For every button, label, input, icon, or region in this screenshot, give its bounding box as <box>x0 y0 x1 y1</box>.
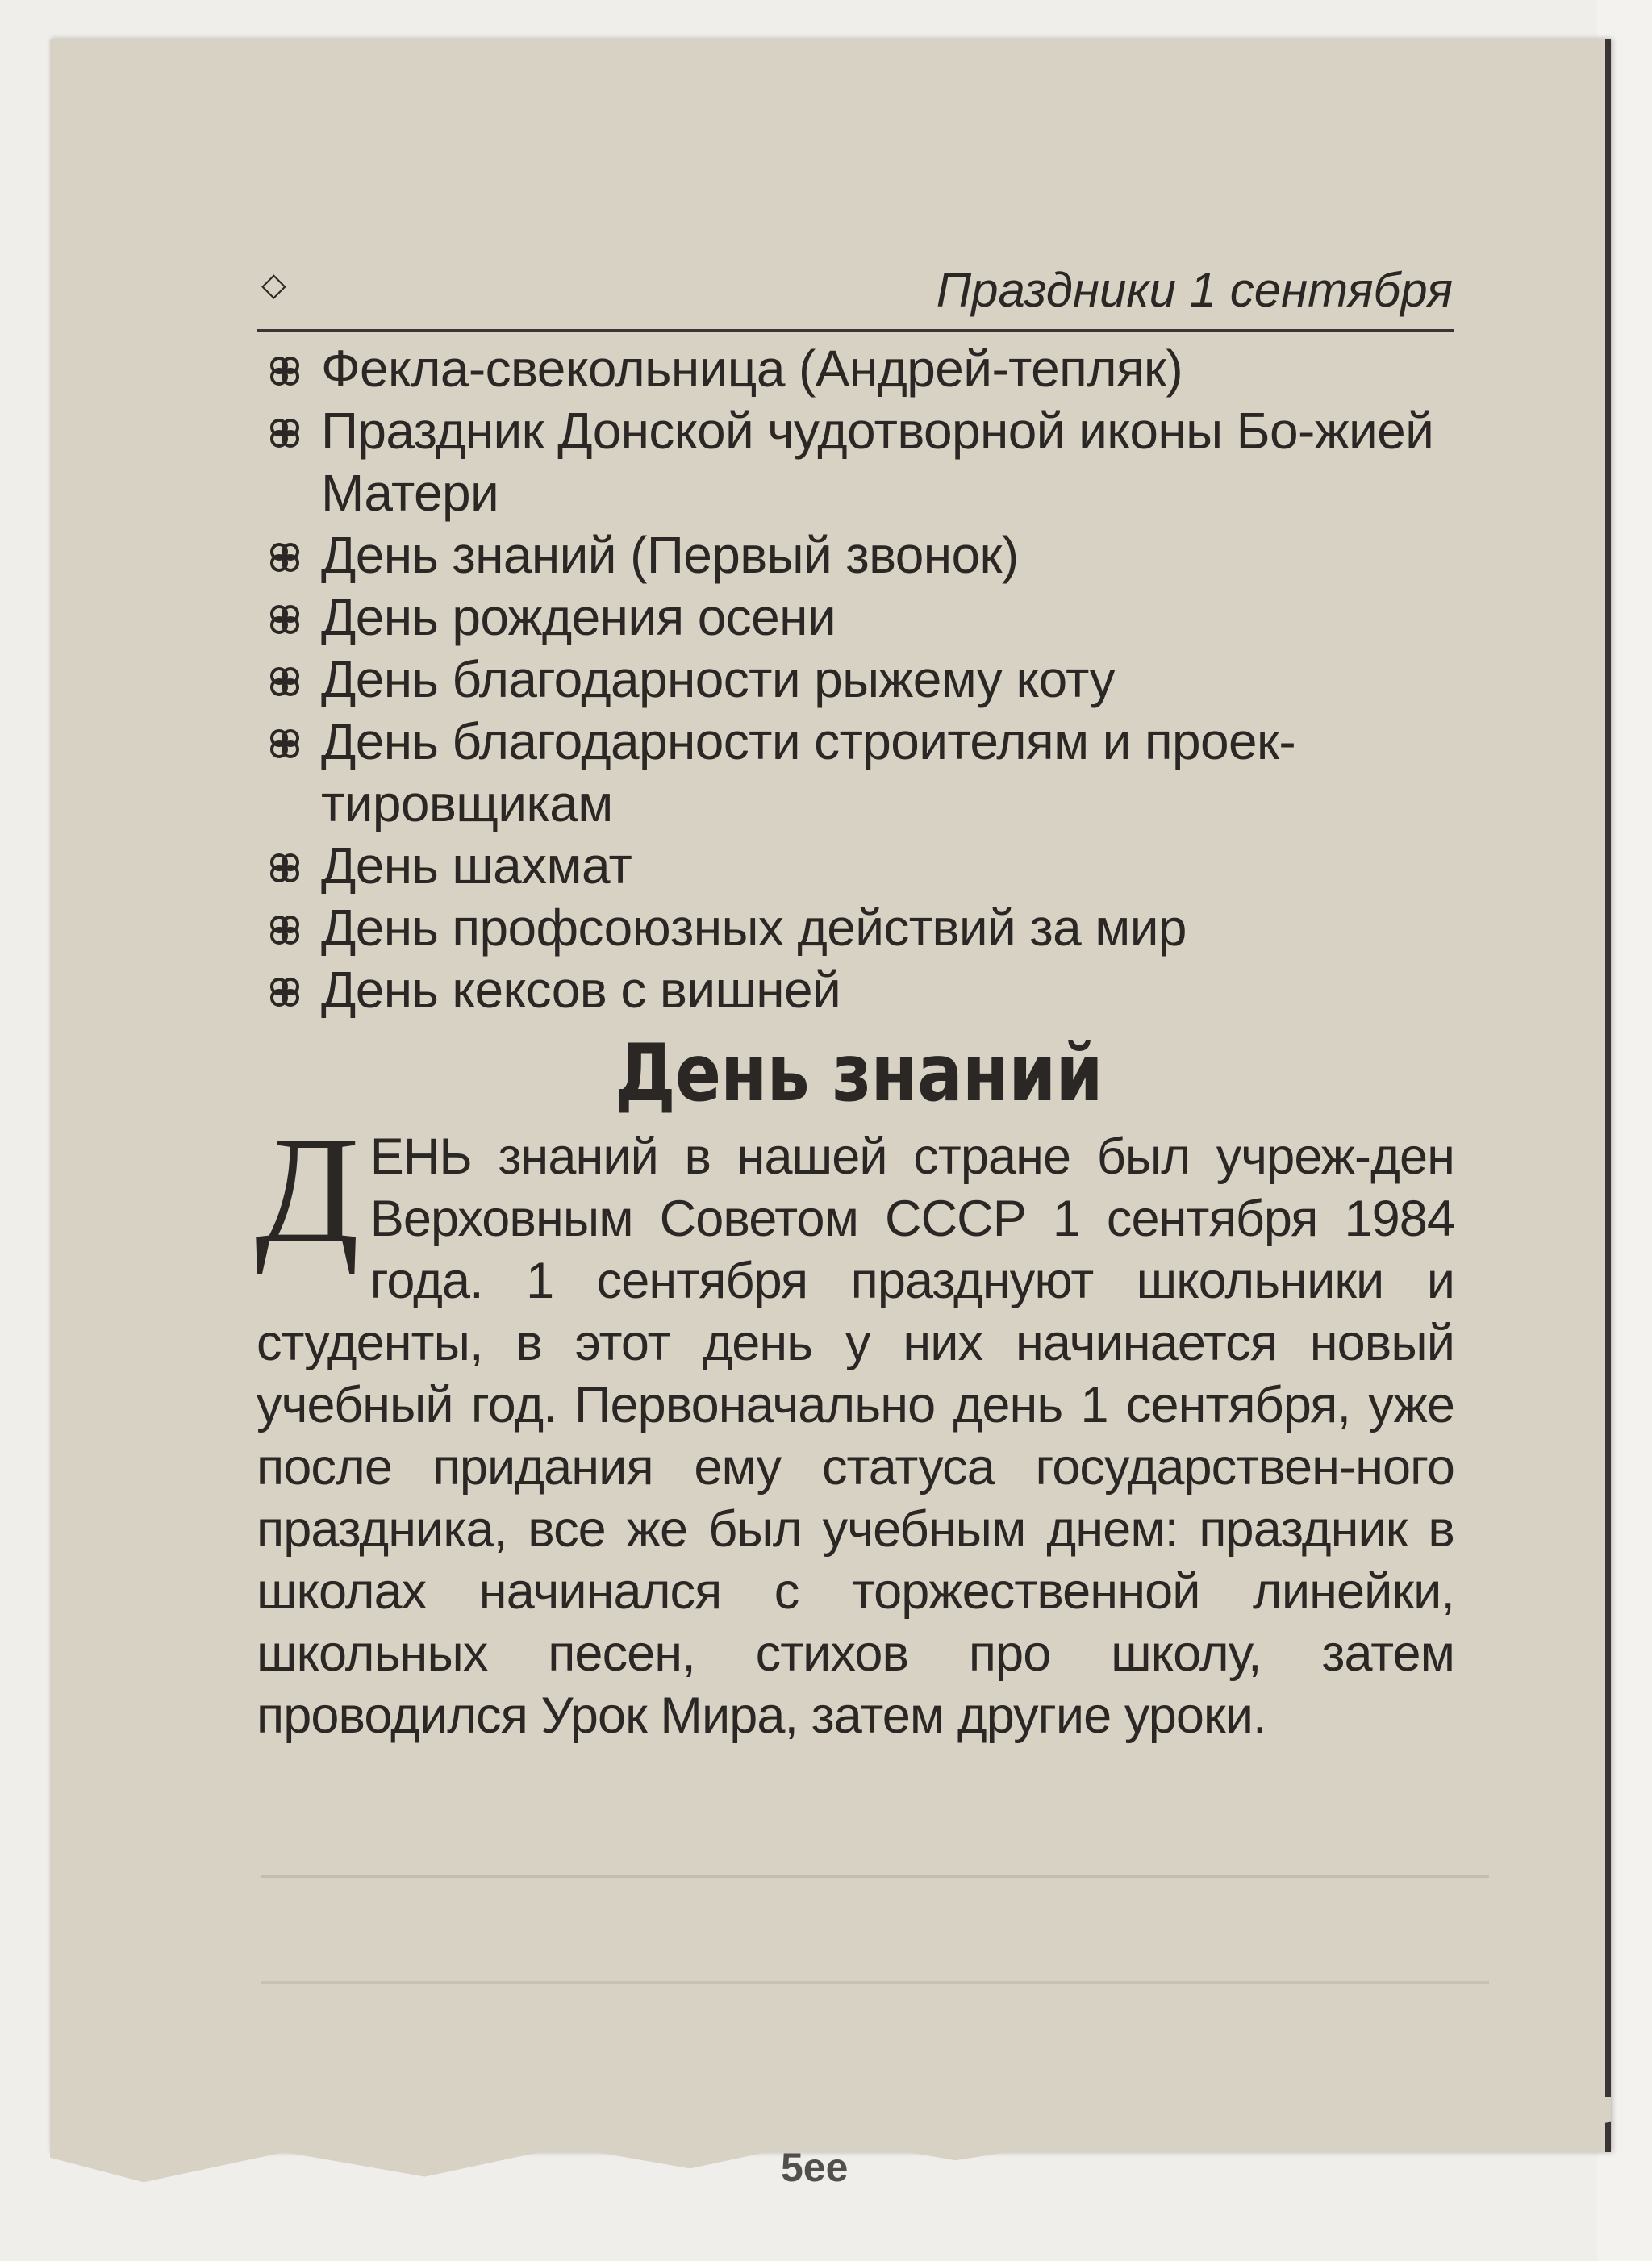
page-number: 5ee <box>781 2145 849 2190</box>
flower-bullet-icon <box>268 851 302 885</box>
section-title: Праздники 1 сентября <box>936 263 1453 317</box>
flower-bullet-icon <box>268 913 302 947</box>
holiday-label: День профсоюзных действий за мир <box>321 899 1187 957</box>
flower-bullet-icon <box>268 416 302 450</box>
list-item <box>257 711 1454 835</box>
holiday-label: День шахмат <box>321 836 632 895</box>
flower-bullet-icon <box>268 540 302 574</box>
list-item <box>257 338 1454 400</box>
article-text: ЕНЬ знаний в нашей стране был учреж-ден Верховным Советом СССР 1 сентября 1984 года. 1 сентября празднуют школьники и студенты, в этот день у них начинается новый учебный год. Первоначально день 1 сентября, уже после придания ему статуса государствен-ного праздника, все же был учебным днем: праздник в школах начинался с торжественной линейки, школьных песен, стихов про школу, затем проводился Урок Мира, затем другие уроки. <box>257 1128 1454 1744</box>
list-item <box>257 649 1454 711</box>
section-header <box>257 258 1454 332</box>
flower-bullet-icon <box>268 603 302 636</box>
flower-bullet-icon <box>268 975 302 1009</box>
list-item <box>257 586 1454 649</box>
article-body <box>255 1106 1454 1747</box>
list-item <box>257 959 1454 1021</box>
flower-bullet-icon <box>268 727 302 761</box>
diamond-icon: ◇ <box>261 267 286 302</box>
holiday-list <box>257 338 1454 1021</box>
list-item <box>257 897 1454 959</box>
holiday-label: День благодарности рыжему коту <box>321 650 1116 708</box>
holiday-label: Фекла-свекольница (Андрей-тепляк) <box>321 340 1183 398</box>
list-item <box>257 835 1454 897</box>
flower-bullet-icon <box>268 354 302 388</box>
drop-cap: Д <box>255 1106 359 1275</box>
holiday-label: День знаний (Первый звонок) <box>321 526 1019 584</box>
flower-bullet-icon <box>268 665 302 699</box>
calendar-page-content <box>257 258 1454 1747</box>
holiday-label: День рождения осени <box>321 588 836 646</box>
holiday-label: День благодарности строителям и проек-тировщикам <box>321 712 1296 832</box>
holiday-label: День кексов с вишней <box>321 961 841 1019</box>
show-through-table <box>261 1875 1489 1984</box>
list-item <box>257 524 1454 586</box>
article-title: День знаний <box>615 1028 1103 1120</box>
holiday-label: Праздник Донской чудотворной иконы Бо-жией Матери <box>321 402 1434 522</box>
list-item <box>257 400 1454 524</box>
